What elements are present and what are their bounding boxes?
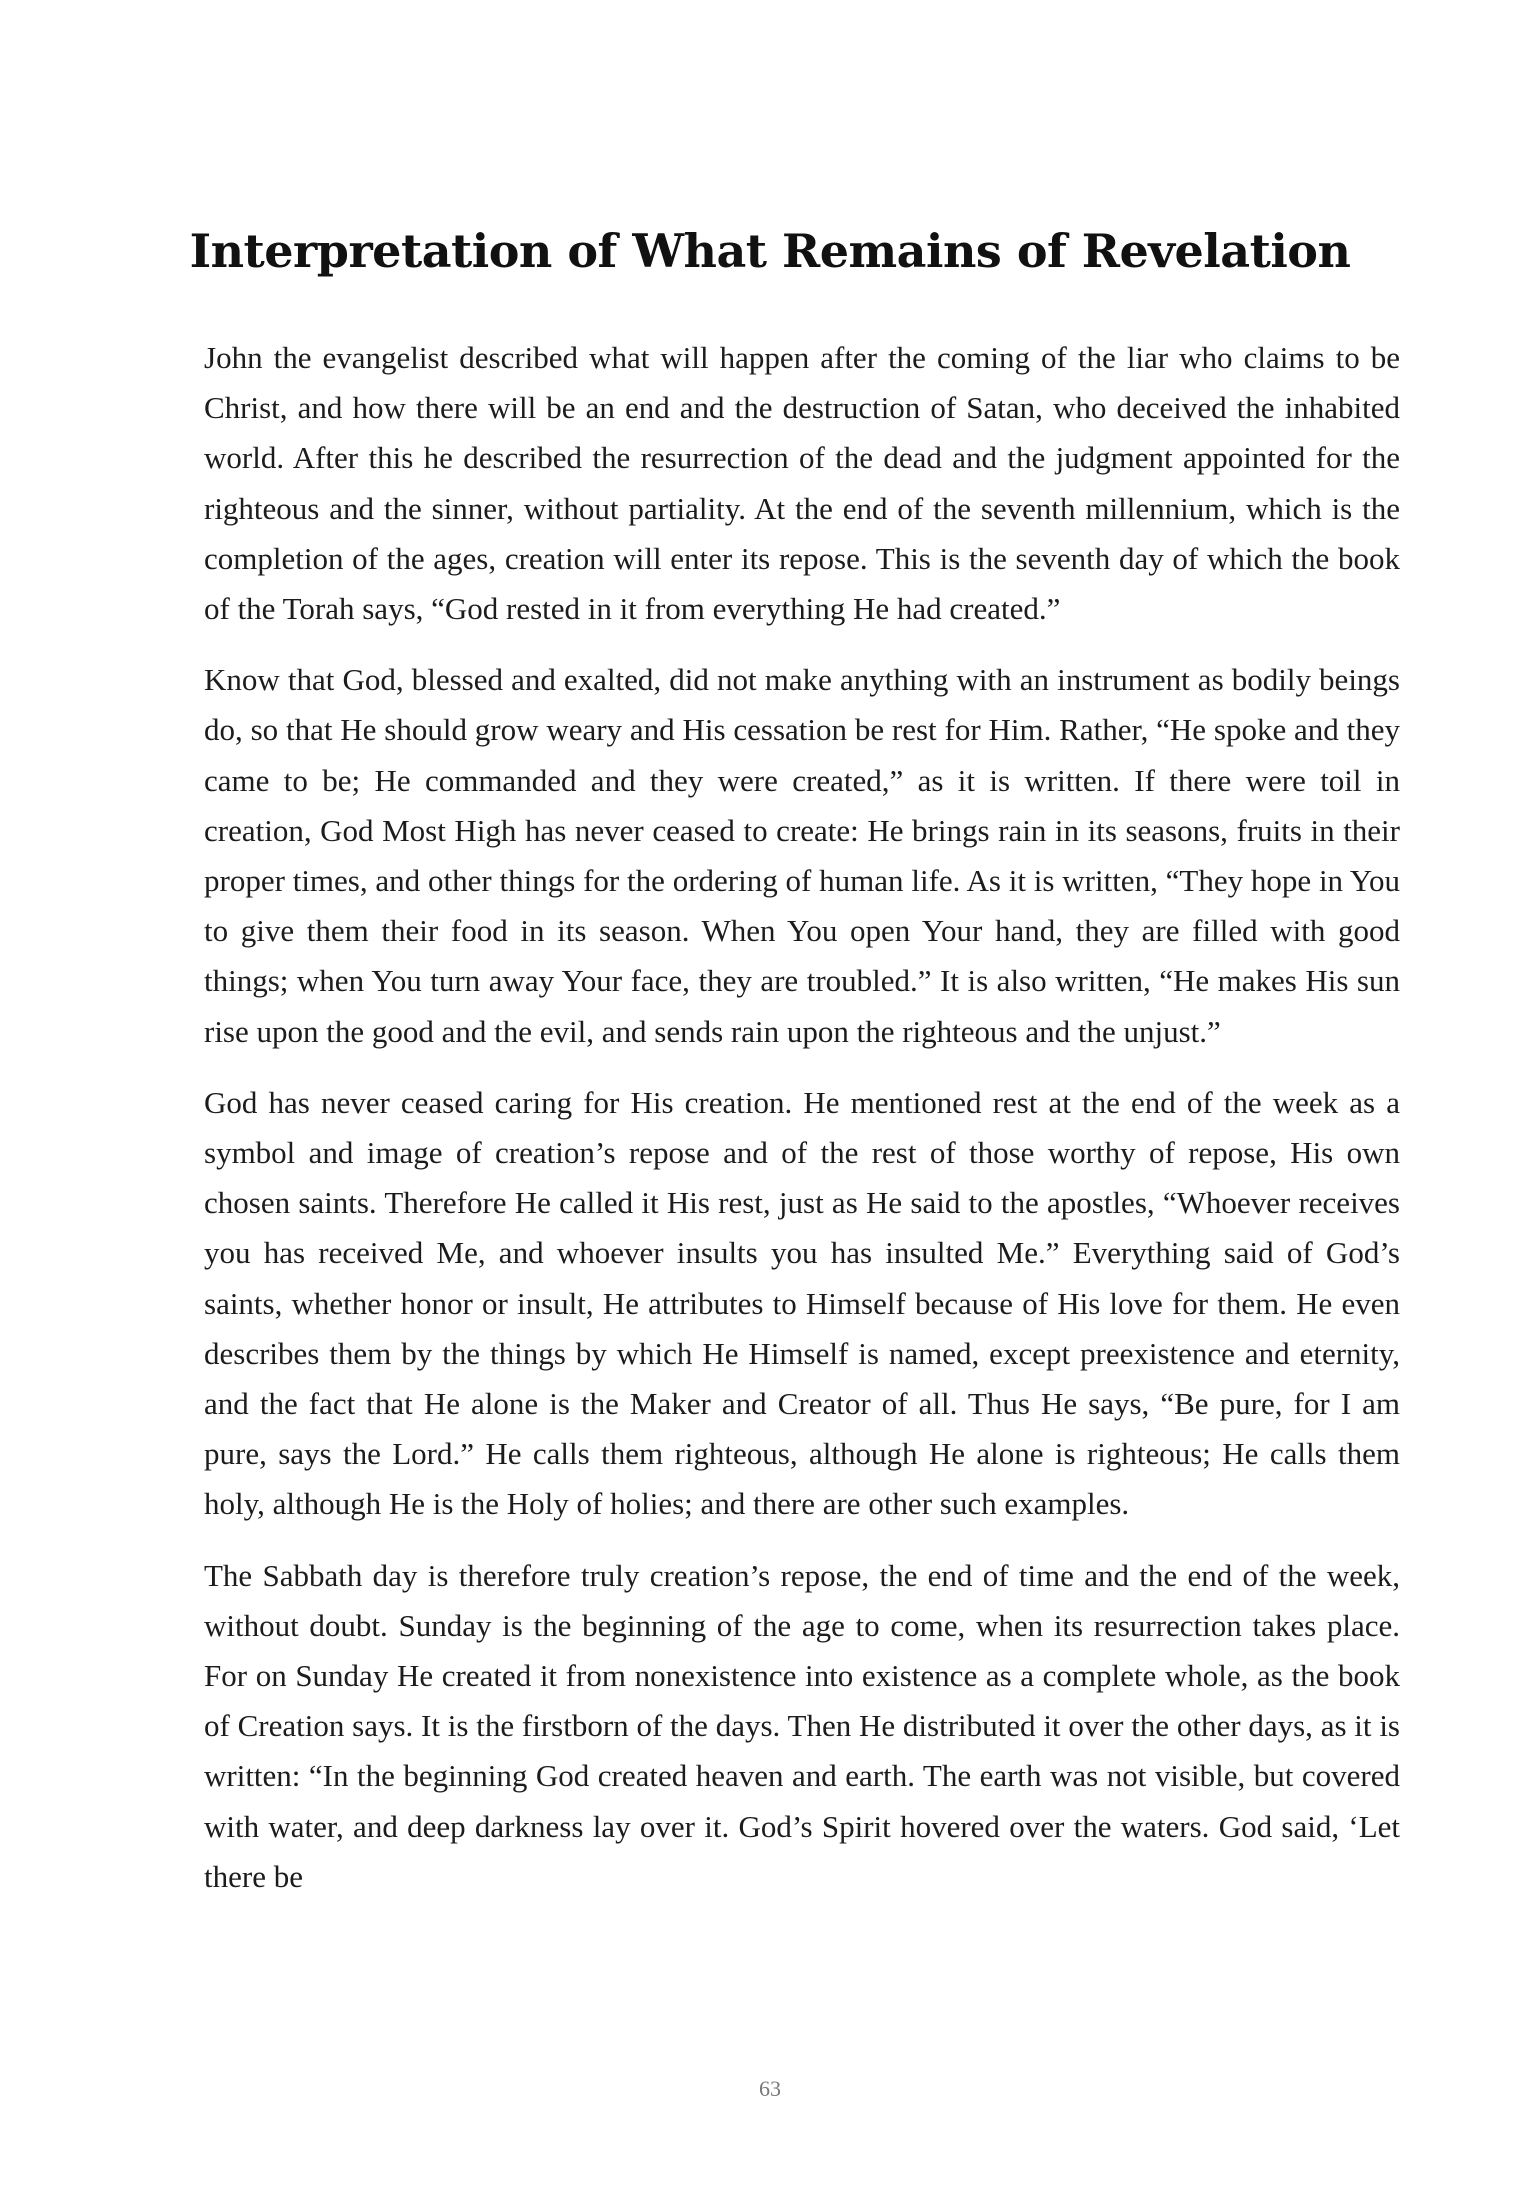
body-text: [204, 333, 1400, 1923]
paragraph: John the evangelist described what will happen after the coming of the liar who claims to be Christ, and how there will be an end and the destruction of Satan, who deceived the inhabited world. After this he described the resurrection of the dead and the judgment appointed for the righteous and the sinner, without partiality. At the end of the seventh millennium, which is the completion of the ages, creation will enter its repose. This is the seventh day of which the book of the Torah says, “God rested in it from everything He had created.”: [204, 340, 1400, 627]
paragraph: God has never ceased caring for His creation. He mentioned rest at the end of the week as a symbol and image of creation’s repose and of the rest of those worthy of repose, His own chosen saints. Therefore He called it His rest, just as He said to the apostles, “Whoever receives you has received Me, and whoever insults you has insulted Me.” Everything said of God’s saints, whether honor or insult, He attributes to Himself because of His love for them. He even describes them by the things by which He Himself is named, except preexistence and eternity, and the fact that He alone is the Maker and Creator of all. Thus He says, “Be pure, for I am pure, says the Lord.” He calls them righteous, although He alone is righteous; He calls them holy, although He is the Holy of holies; and there are other such examples.: [204, 1084, 1400, 1522]
page-title: Interpretation of What Remains of Revelation: [189, 224, 1351, 278]
page-number: 63: [759, 2076, 781, 2101]
paragraph: The Sabbath day is therefore truly creation’s repose, the end of time and the end of the week, without doubt. Sunday is the beginning of the age to come, when its resurrection takes place. For on Sunday He created it from nonexistence into existence as a complete whole, as the book of Creation says. It is the firstborn of the days. Then He distributed it over the other days, as it is written: “In the beginning God created heaven and earth. The earth was not visible, but covered with water, and deep darkness lay over it. God’s Spirit hovered over the waters. God said, ‘Let there be: [204, 1557, 1400, 1894]
paragraph: Know that God, blessed and exalted, did not make anything with an instrument as bodily beings do, so that He should grow weary and His cessation be rest for Him. Rather, “He spoke and they came to be; He commanded and they were created,” as it is written. If there were toil in creation, God Most High has never ceased to create: He brings rain in its seasons, fruits in their proper times, and other things for the ordering of human life. As it is written, “They hope in You to give them their food in its season. When You open Your hand, they are filled with good things; when You turn away Your face, they are troubled.” It is also written, “He makes His sun rise upon the good and the evil, and sends rain upon the righteous and the unjust.”: [204, 662, 1400, 1049]
